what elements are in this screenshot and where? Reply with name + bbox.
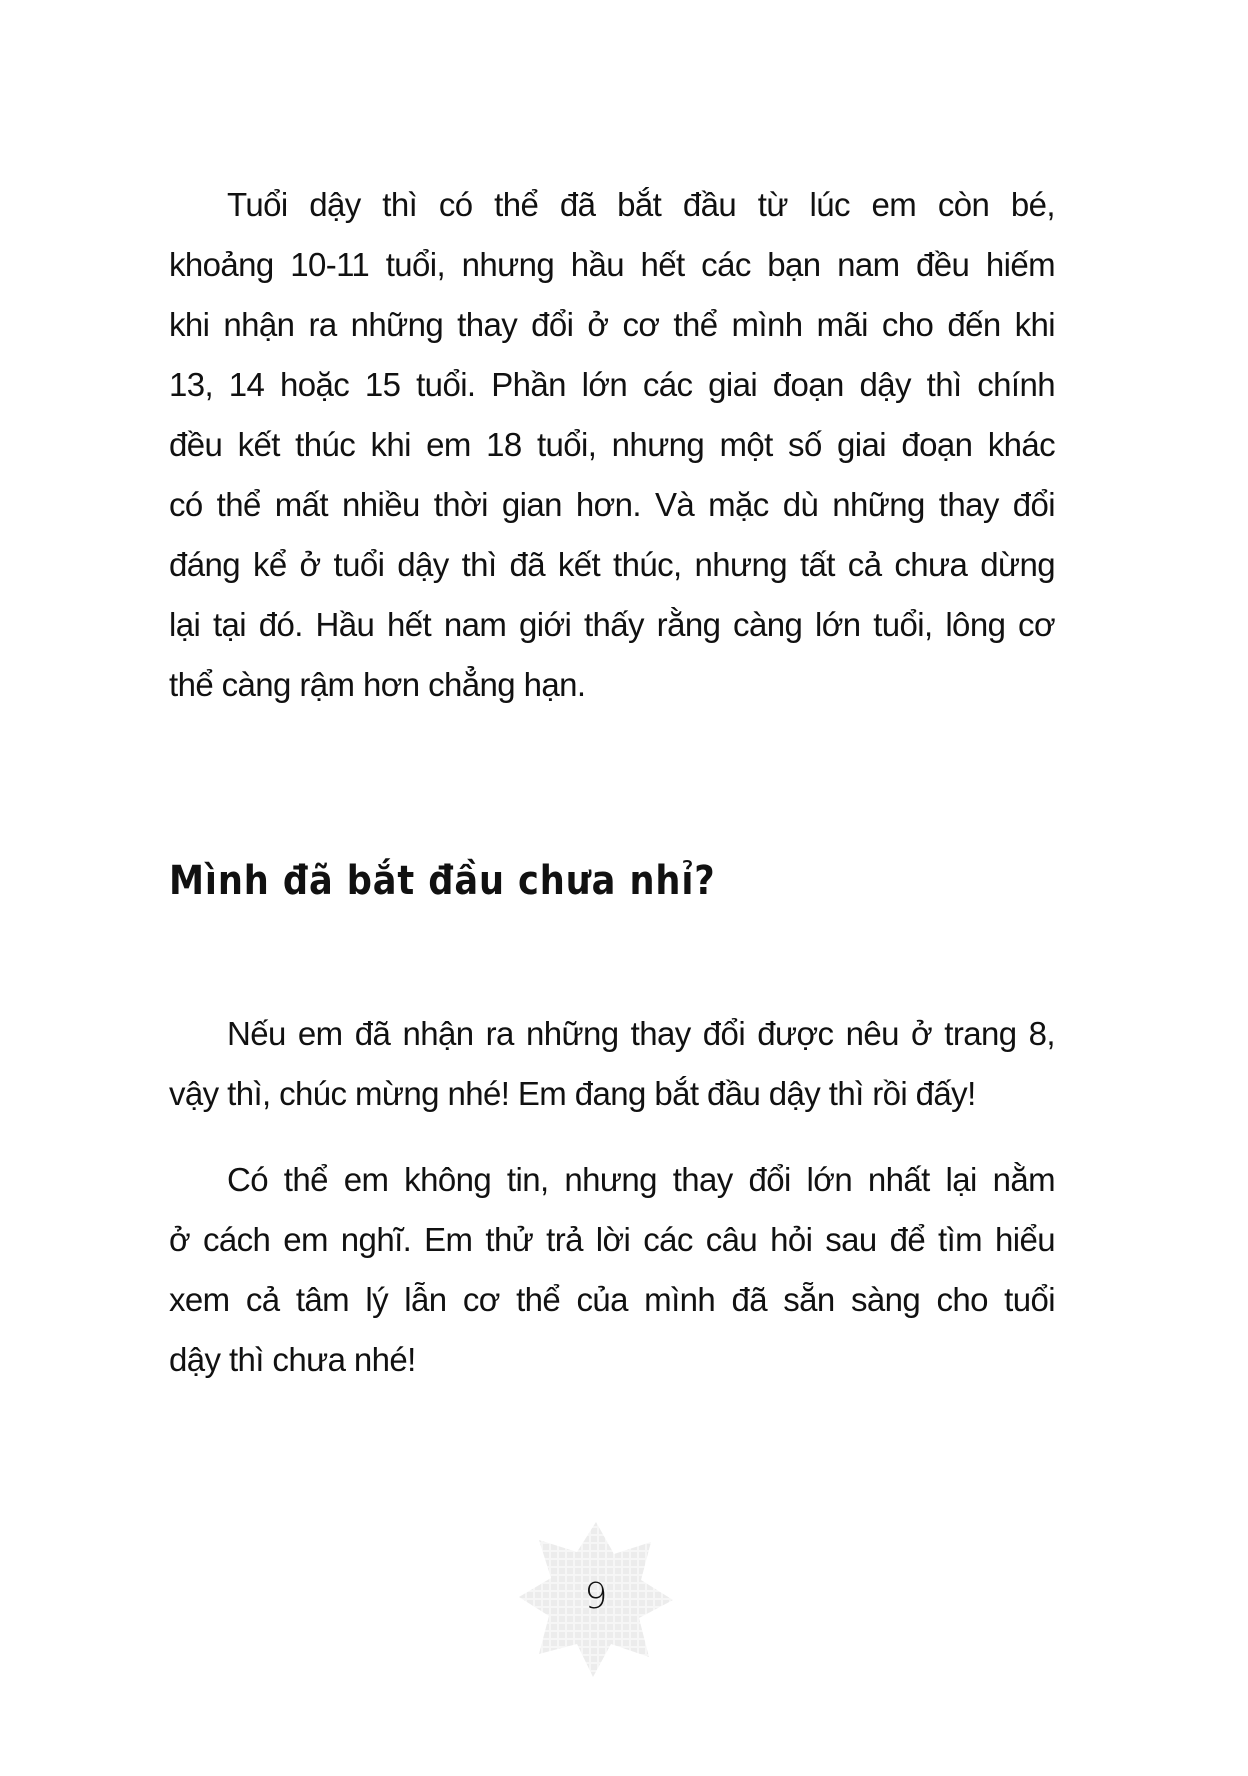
paragraph-congrats xyxy=(169,1004,1055,1124)
text-line: Nếu em đã nhận ra những thay đổi được nêu ở trang 8, xyxy=(227,1015,1055,1052)
text-line: đều kết thúc khi em 18 tuổi, nhưng một số giai đoạn khác xyxy=(169,426,1055,463)
text-line: có thể mất nhiều thời gian hơn. Và mặc dù những thay đổi xyxy=(169,486,1055,523)
text-line: xem cả tâm lý lẫn cơ thể của mình đã sẵn sàng cho tuổi xyxy=(169,1281,1055,1318)
text-line: dậy thì chưa nhé! xyxy=(169,1341,416,1378)
text-line: ở cách em nghĩ. Em thử trả lời các câu hỏi sau để tìm hiểu xyxy=(169,1221,1055,1258)
text-line: Tuổi dậy thì có thể đã bắt đầu từ lúc em còn bé, xyxy=(227,186,1055,223)
paragraph-intro xyxy=(169,175,1055,715)
text-line: lại tại đó. Hầu hết nam giới thấy rằng càng lớn tuổi, lông cơ xyxy=(169,606,1055,643)
text-line: khi nhận ra những thay đổi ở cơ thể mình mãi cho đến khi xyxy=(169,306,1055,343)
page-number: 9 xyxy=(584,1576,608,1617)
page-number-badge xyxy=(511,1512,681,1682)
text-line: 13, 14 hoặc 15 tuổi. Phần lớn các giai đoạn dậy thì chính xyxy=(169,366,1055,403)
text-line: thể càng rậm hơn chẳng hạn. xyxy=(169,666,586,703)
section-heading: Mình đã bắt đầu chưa nhỉ? xyxy=(169,858,716,904)
text-line: đáng kể ở tuổi dậy thì đã kết thúc, nhưng tất cả chưa dừng xyxy=(169,546,1055,583)
text-line: Có thể em không tin, nhưng thay đổi lớn nhất lại nằm xyxy=(227,1161,1055,1198)
text-line: vậy thì, chúc mừng nhé! Em đang bắt đầu dậy thì rồi đấy! xyxy=(169,1075,976,1112)
text-line: khoảng 10-11 tuổi, nhưng hầu hết các bạn nam đều hiếm xyxy=(169,246,1055,283)
paragraph-questions xyxy=(169,1150,1055,1390)
